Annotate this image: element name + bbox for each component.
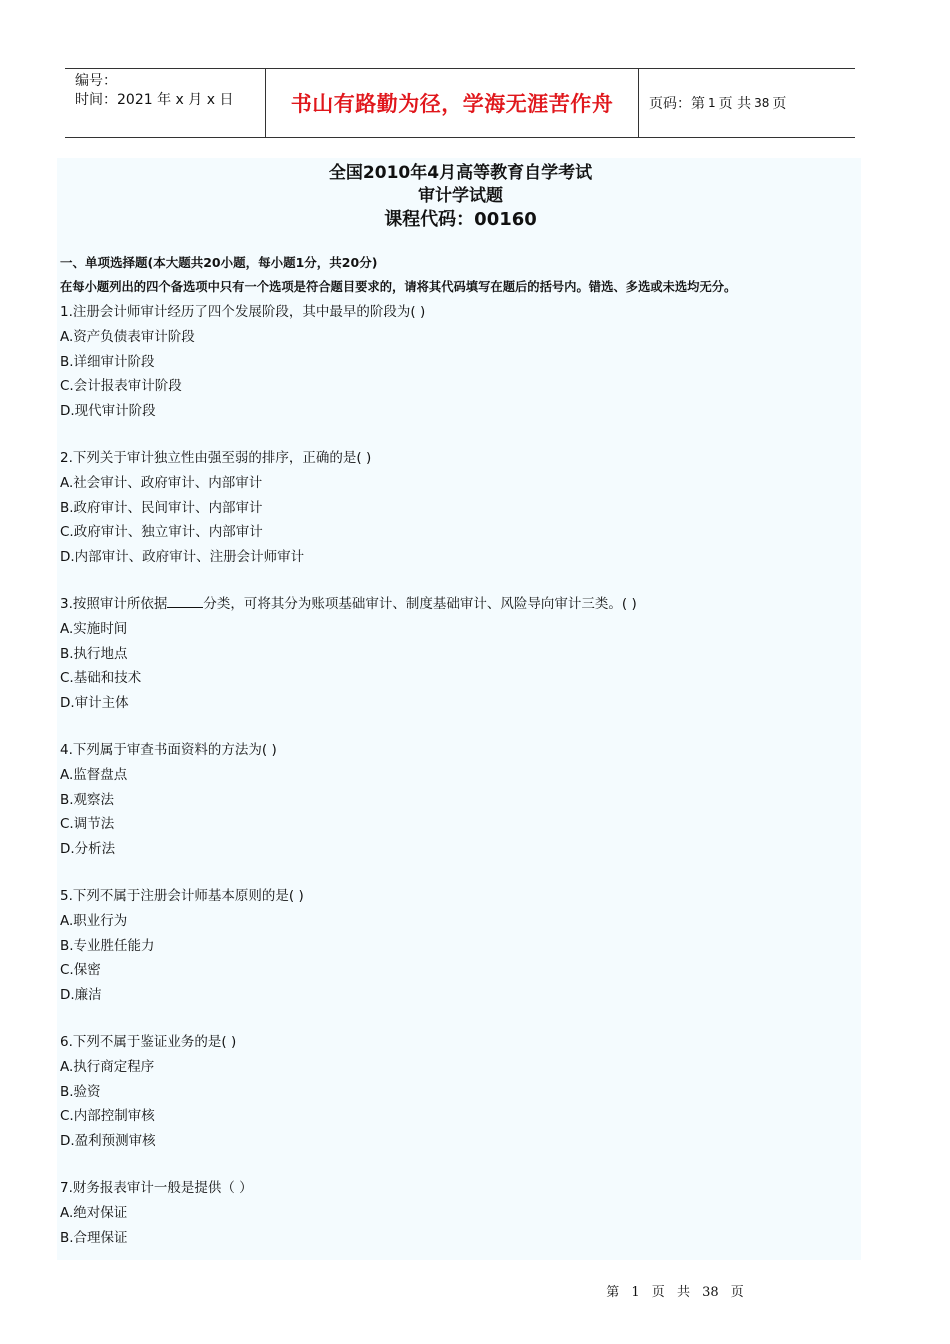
course-code: 课程代码：00160 xyxy=(384,209,537,230)
page-prefix: 页码：第 xyxy=(649,96,705,112)
spacer xyxy=(60,1008,861,1030)
motto: 书山有路勤为径，学海无涯苦作舟 xyxy=(290,91,614,116)
exam-subject: 审计学试题 xyxy=(418,186,503,206)
option: B.验资 xyxy=(60,1083,101,1100)
header-page-number xyxy=(639,69,855,137)
page-current: 1 xyxy=(708,96,716,110)
option: D.审计主体 xyxy=(60,695,129,712)
spacer xyxy=(60,424,861,446)
question-1: 1.注册会计师审计经历了四个发展阶段，其中最早的阶段为( ) xyxy=(60,304,426,320)
page-mid: 页 共 xyxy=(718,96,752,112)
option: C.保密 xyxy=(60,962,101,979)
question-3-before: 3.按照审计所依据 xyxy=(60,595,168,612)
spacer xyxy=(60,1154,861,1176)
question-5: 5.下列不属于注册会计师基本原则的是( ) xyxy=(60,887,304,904)
footer-word: 页 xyxy=(651,1285,665,1300)
time-label: 时间：2021 年 x 月 x 日 xyxy=(75,92,234,108)
footer-word: 共 xyxy=(676,1285,690,1300)
footer-total-pages: 38 xyxy=(702,1285,719,1300)
option: C.内部控制审核 xyxy=(60,1108,155,1125)
fill-blank xyxy=(167,595,203,608)
option: A.资产负债表审计阶段 xyxy=(60,328,195,345)
option: C.基础和技术 xyxy=(60,670,142,687)
footer-word: 第 xyxy=(606,1285,620,1300)
question-3 xyxy=(60,592,861,617)
footer-word: 页 xyxy=(730,1285,744,1300)
header-motto-cell xyxy=(266,69,639,137)
question-3-after: 分类，可将其分为账项基础审计、制度基础审计、风险导向审计三类。( ) xyxy=(203,595,637,612)
option: C.政府审计、独立审计、内部审计 xyxy=(60,524,263,541)
option: A.执行商定程序 xyxy=(60,1058,155,1075)
footer-current-page: 1 xyxy=(631,1285,640,1300)
spacer xyxy=(60,716,861,738)
page-footer xyxy=(0,1281,950,1300)
question-7: 7.财务报表审计一般是提供（ ） xyxy=(60,1179,253,1196)
spacer xyxy=(60,862,861,884)
option: D.分析法 xyxy=(60,841,116,858)
question-2: 2.下列关于审计独立性由强至弱的排序，正确的是( ) xyxy=(60,449,372,466)
option: B.合理保证 xyxy=(60,1229,128,1246)
page-header xyxy=(65,68,855,138)
option: A.绝对保证 xyxy=(60,1204,128,1221)
header-meta xyxy=(65,69,266,137)
option: D.廉洁 xyxy=(60,987,102,1004)
option: B.执行地点 xyxy=(60,645,128,662)
instructions: 在每小题列出的四个备选项中只有一个选项是符合题目要求的，请将其代码填写在题后的括号内。错选、多选或未选均无分。 xyxy=(60,280,737,294)
option: A.社会审计、政府审计、内部审计 xyxy=(60,474,263,491)
question-4: 4.下列属于审查书面资料的方法为( ) xyxy=(60,741,277,758)
option: C.调节法 xyxy=(60,816,115,833)
option: D.盈利预测审核 xyxy=(60,1133,156,1150)
number-label: 编号： xyxy=(75,73,117,89)
option: A.监督盘点 xyxy=(60,766,128,783)
exam-title: 全国2010年4月高等教育自学考试 xyxy=(328,163,593,183)
option: C.会计报表审计阶段 xyxy=(60,378,182,395)
page-total: 38 xyxy=(754,96,770,110)
exam-content xyxy=(57,158,861,1260)
option: B.观察法 xyxy=(60,791,115,808)
page-suffix: 页 xyxy=(772,96,787,112)
option: D.现代审计阶段 xyxy=(60,403,156,420)
option: B.政府审计、民间审计、内部审计 xyxy=(60,499,263,516)
option: D.内部审计、政府审计、注册会计师审计 xyxy=(60,549,305,566)
section-heading: 一、单项选择题(本大题共20小题，每小题1分，共20分) xyxy=(60,255,378,270)
option: A.实施时间 xyxy=(60,620,128,637)
spacer xyxy=(60,570,861,592)
option: B.专业胜任能力 xyxy=(60,937,155,954)
option: B.详细审计阶段 xyxy=(60,353,155,370)
option: A.职业行为 xyxy=(60,912,128,929)
question-6: 6.下列不属于鉴证业务的是( ) xyxy=(60,1033,237,1050)
